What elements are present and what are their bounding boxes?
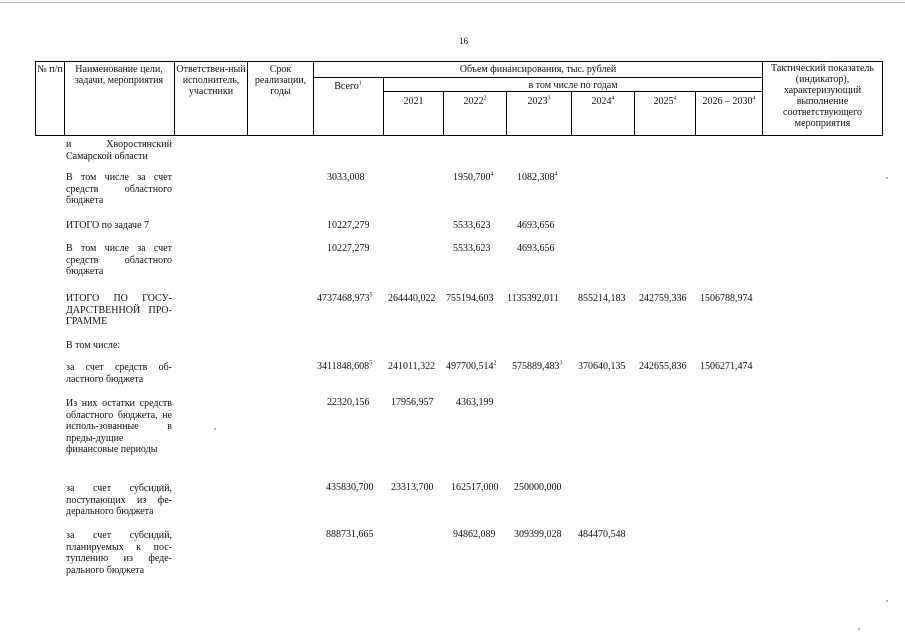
page-number: 16 <box>459 36 468 46</box>
cell-2023: 4693,656 <box>517 243 555 254</box>
row-name: В том числе: <box>66 340 121 351</box>
header-year-2025: 2025$^4$ <box>653 95 677 107</box>
cell-2022: 94862,089 <box>453 529 496 540</box>
header-year-2026-2030: 2026 – 2030$^4$ <box>702 95 756 107</box>
cell-total: 3411848,608$^5$ <box>317 360 373 372</box>
row-name: ИТОГО ПО ГОСУ-ДАРСТВЕННОЙ ПРО-ГРАММЕ <box>66 293 172 327</box>
cell-total: 888731,665 <box>326 529 374 540</box>
cell-2021: 264440,022 <box>388 293 436 304</box>
cell-2023: 1082,308$^4$ <box>517 171 558 183</box>
row-name: за счет субсидий, планируемых к пос-туплению из феде-рального бюджета <box>66 530 172 576</box>
scan-speck <box>214 428 216 430</box>
cell-2023: 4693,656 <box>517 220 555 231</box>
header-number: № п/п <box>37 64 63 75</box>
header-responsible: Ответствен-ный исполнитель, участники <box>176 64 246 97</box>
cell-2023: 309399,028 <box>514 529 562 540</box>
row-name: ИТОГО по задаче 7 <box>66 220 150 231</box>
header-year-2021: 2021 <box>403 96 424 107</box>
header-indicator: Тактический показатель (индикатор), характеризующий выполнение соответствующего мероприятия <box>771 63 874 129</box>
scan-speck <box>886 177 888 179</box>
row-name: за счет субсидий, поступающих из фе-дерального бюджета <box>66 483 172 517</box>
cell-2021: 17956,957 <box>391 397 434 408</box>
header-by-years: в том числе по годам <box>528 80 618 91</box>
cell-2023: 250000,000 <box>514 482 562 493</box>
row-name: за счет средств об-ластного бюджета <box>66 362 172 385</box>
header-term: Срок реализации, годы <box>254 64 307 97</box>
cell-2021: 241011,322 <box>388 361 436 372</box>
cell-2026-2030: 1506788,974 <box>700 293 753 304</box>
cell-2022: 4363,199 <box>456 397 494 408</box>
row-name: Из них остатки средств областного бюджета, не исполь-зованные в преды-дущие финансовые периоды <box>66 398 172 455</box>
scan-speck <box>858 628 860 630</box>
cell-2024: 370640,135 <box>578 361 626 372</box>
cell-total: 4737468,973$^5$ <box>317 292 373 304</box>
row-name: В том числе за счет средств областного бюджета <box>66 243 172 277</box>
cell-2022: 497700,514$^2$ <box>446 360 497 372</box>
cell-total: 3033,008 <box>327 172 365 183</box>
cell-2022: 5533,623 <box>453 220 491 231</box>
cell-2023: 575889,483$^3$ <box>512 360 563 372</box>
cell-2021: 23313,700 <box>391 482 434 493</box>
scan-top-border <box>0 2 905 3</box>
cell-2024: 484470,548 <box>578 529 626 540</box>
cell-2025: 242759,336 <box>639 293 687 304</box>
cell-total: 10227,279 <box>327 220 370 231</box>
header-year-2023: 2023$^3$ <box>527 95 551 107</box>
header-total: Всего$^1$ <box>334 80 362 92</box>
header-year-2022: 2022$^2$ <box>463 95 487 107</box>
header-funding: Объем финансирования, тыс. рублей <box>459 64 617 75</box>
scan-speck <box>886 600 888 602</box>
row-name-continuation: и Хворостянский Самарской области <box>66 139 172 162</box>
cell-2026-2030: 1506271,474 <box>700 361 753 372</box>
cell-2022: 755194,603 <box>446 293 494 304</box>
row-name: В том числе за счет средств областного бюджета <box>66 172 172 206</box>
cell-total: 22320,156 <box>327 397 370 408</box>
header-year-2024: 2024$^4$ <box>591 95 615 107</box>
header-name: Наименование цели, задачи, мероприятия <box>74 64 164 86</box>
cell-2022: 5533,623 <box>453 243 491 254</box>
cell-2023: 1135392,011 <box>507 293 559 304</box>
cell-2022: 1950,700$^4$ <box>453 171 494 183</box>
cell-2024: 855214,183 <box>578 293 626 304</box>
cell-total: 10227,279 <box>327 243 370 254</box>
cell-2025: 242655,836 <box>639 361 687 372</box>
cell-2022: 162517,000 <box>451 482 499 493</box>
cell-total: 435830,700 <box>326 482 374 493</box>
